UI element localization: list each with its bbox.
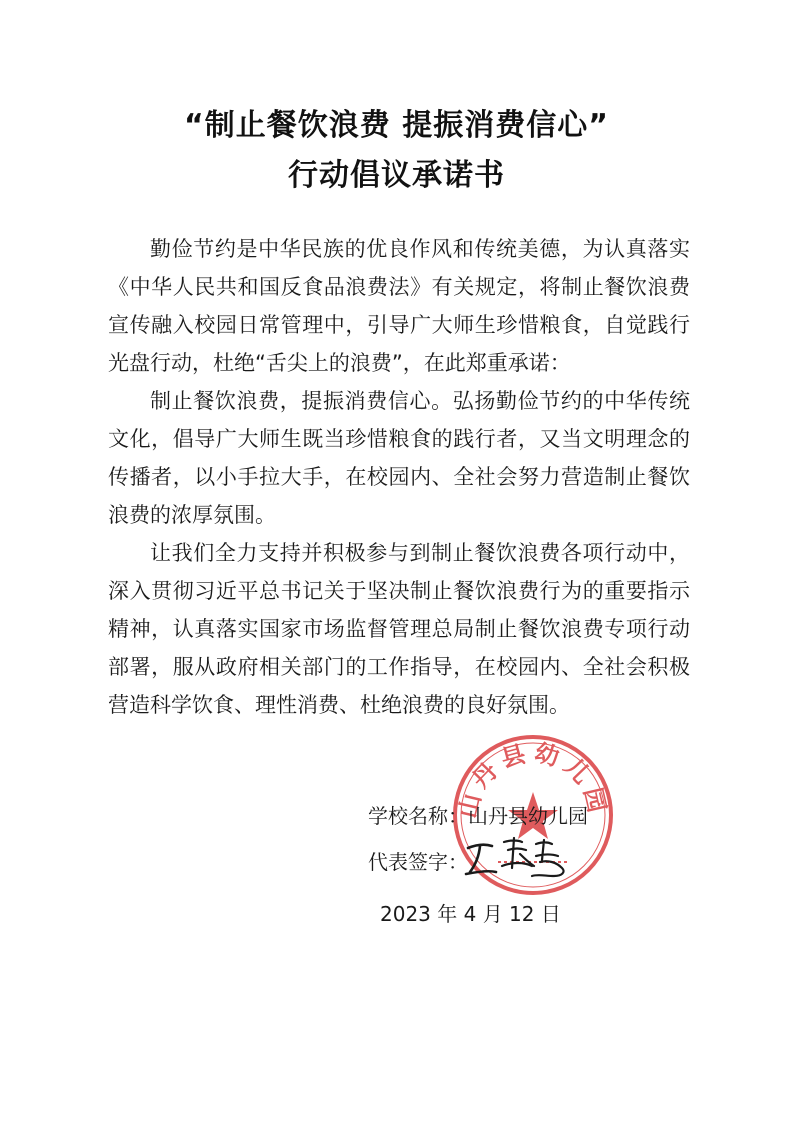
document-title-line-1: “制止餐饮浪费 提振消费信心” [184,108,609,143]
document-title-line-2: 行动倡议承诺书 [288,158,505,193]
representative-row [368,846,468,875]
paragraph-1: 勤俭节约是中华民族的优良作风和传统美德，为认真落实《中华人民共和国反食品浪费法》有关规定，将制止餐饮浪费宣传融入校园日常管理中，引导广大师生珍惜粮食，自觉践行光盘行动，杜绝“舌尖上的浪费”，在此郑重承诺： [108,237,690,375]
paragraph-3: 让我们全力支持并积极参与到制止餐饮浪费各项行动中，深入贯彻习近平总书记关于坚决制止餐饮浪费行为的重要指示精神，认真落实国家市场监督管理总局制止餐饮浪费专项行动部署，服从政府相关部门的工作指导，在校园内、全社会积极营造科学饮食、理性消费、杜绝浪费的良好氛围。 [108,541,690,717]
document-date: 2023 年 4 月 12 日 [380,902,561,926]
school-row [368,800,588,829]
stamp-text: 山丹县幼儿园 [453,738,613,821]
document-body [108,230,690,724]
school-label: 学校名称： [368,804,468,828]
school-name: 山丹县幼儿园 [468,804,588,828]
handwritten-signature [462,832,572,884]
paragraph-2: 制止餐饮浪费，提振消费信心。弘扬勤俭节约的中华传统文化，倡导广大师生既当珍惜粮食的践行者，又当文明理念的传播者，以小手拉大手，在校园内、全社会努力营造制止餐饮浪费的浓厚氛围。 [108,389,690,527]
representative-label: 代表签字： [368,850,468,874]
